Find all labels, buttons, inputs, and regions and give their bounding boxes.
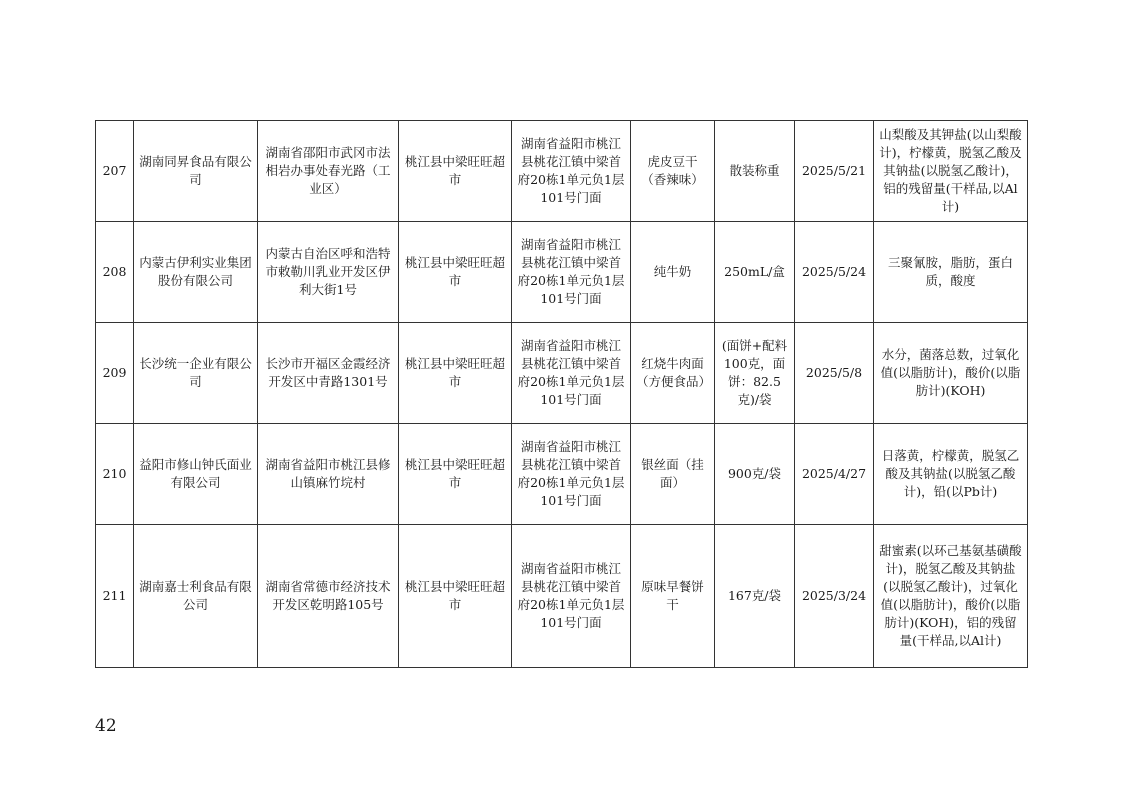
production-date: 2025/5/24 (795, 222, 874, 323)
row-number: 209 (96, 323, 134, 424)
producer-name: 长沙统一企业有限公司 (134, 323, 258, 424)
product-name: 银丝面（挂面） (631, 424, 715, 525)
sampled-unit: 桃江县中梁旺旺超市 (399, 525, 512, 668)
sampled-address: 湖南省益阳市桃江县桃花江镇中梁首府20栋1单元负1层101号门面 (512, 424, 631, 525)
test-items: 甜蜜素(以环己基氨基磺酸计)，脱氢乙酸及其钠盐(以脱氢乙酸计)，过氧化值(以脂肪计)，酸价(以脂肪计)(KOH)，铝的残留量(干样品,以Al计) (874, 525, 1028, 668)
sampled-address: 湖南省益阳市桃江县桃花江镇中梁首府20栋1单元负1层101号门面 (512, 323, 631, 424)
producer-name: 益阳市修山钟氏面业有限公司 (134, 424, 258, 525)
table-row (96, 121, 1028, 222)
test-items: 山梨酸及其钾盐(以山梨酸计)，柠檬黄，脱氢乙酸及其钠盐(以脱氢乙酸计)，铝的残留量(干样品,以Al计) (874, 121, 1028, 222)
producer-name: 湖南嘉士利食品有限公司 (134, 525, 258, 668)
product-spec: 900克/袋 (715, 424, 795, 525)
product-spec: 167克/袋 (715, 525, 795, 668)
producer-address: 湖南省益阳市桃江县修山镇麻竹垸村 (258, 424, 399, 525)
product-name: 原味早餐饼干 (631, 525, 715, 668)
table-row (96, 222, 1028, 323)
test-items: 日落黄，柠檬黄，脱氢乙酸及其钠盐(以脱氢乙酸计)，铅(以Pb计) (874, 424, 1028, 525)
sampled-unit: 桃江县中梁旺旺超市 (399, 222, 512, 323)
product-name: 纯牛奶 (631, 222, 715, 323)
product-spec: (面饼+配料100克，面饼：82.5克)/袋 (715, 323, 795, 424)
product-name: 虎皮豆干（香辣味） (631, 121, 715, 222)
row-number: 208 (96, 222, 134, 323)
sampled-unit: 桃江县中梁旺旺超市 (399, 323, 512, 424)
product-spec: 250mL/盒 (715, 222, 795, 323)
producer-name: 湖南同昇食品有限公司 (134, 121, 258, 222)
producer-address: 湖南省邵阳市武冈市法相岩办事处春光路（工业区） (258, 121, 399, 222)
product-spec: 散装称重 (715, 121, 795, 222)
production-date: 2025/5/8 (795, 323, 874, 424)
production-date: 2025/5/21 (795, 121, 874, 222)
sampled-unit: 桃江县中梁旺旺超市 (399, 424, 512, 525)
sampled-address: 湖南省益阳市桃江县桃花江镇中梁首府20栋1单元负1层101号门面 (512, 121, 631, 222)
producer-address: 长沙市开福区金霞经济开发区中青路1301号 (258, 323, 399, 424)
producer-address: 湖南省常德市经济技术开发区乾明路105号 (258, 525, 399, 668)
test-items: 水分，菌落总数，过氧化值(以脂肪计)，酸价(以脂肪计)(KOH) (874, 323, 1028, 424)
table-row (96, 424, 1028, 525)
production-date: 2025/3/24 (795, 525, 874, 668)
sampled-unit: 桃江县中梁旺旺超市 (399, 121, 512, 222)
production-date: 2025/4/27 (795, 424, 874, 525)
table-row (96, 525, 1028, 668)
table-row (96, 323, 1028, 424)
sampled-address: 湖南省益阳市桃江县桃花江镇中梁首府20栋1单元负1层101号门面 (512, 222, 631, 323)
row-number: 207 (96, 121, 134, 222)
row-number: 210 (96, 424, 134, 525)
inspection-table (95, 120, 1028, 668)
row-number: 211 (96, 525, 134, 668)
producer-address: 内蒙古自治区呼和浩特市敕勒川乳业开发区伊利大街1号 (258, 222, 399, 323)
producer-name: 内蒙古伊利实业集团股份有限公司 (134, 222, 258, 323)
page-number: 42 (95, 716, 117, 736)
product-name: 红烧牛肉面（方便食品） (631, 323, 715, 424)
sampled-address: 湖南省益阳市桃江县桃花江镇中梁首府20栋1单元负1层101号门面 (512, 525, 631, 668)
test-items: 三聚氰胺，脂肪，蛋白质，酸度 (874, 222, 1028, 323)
